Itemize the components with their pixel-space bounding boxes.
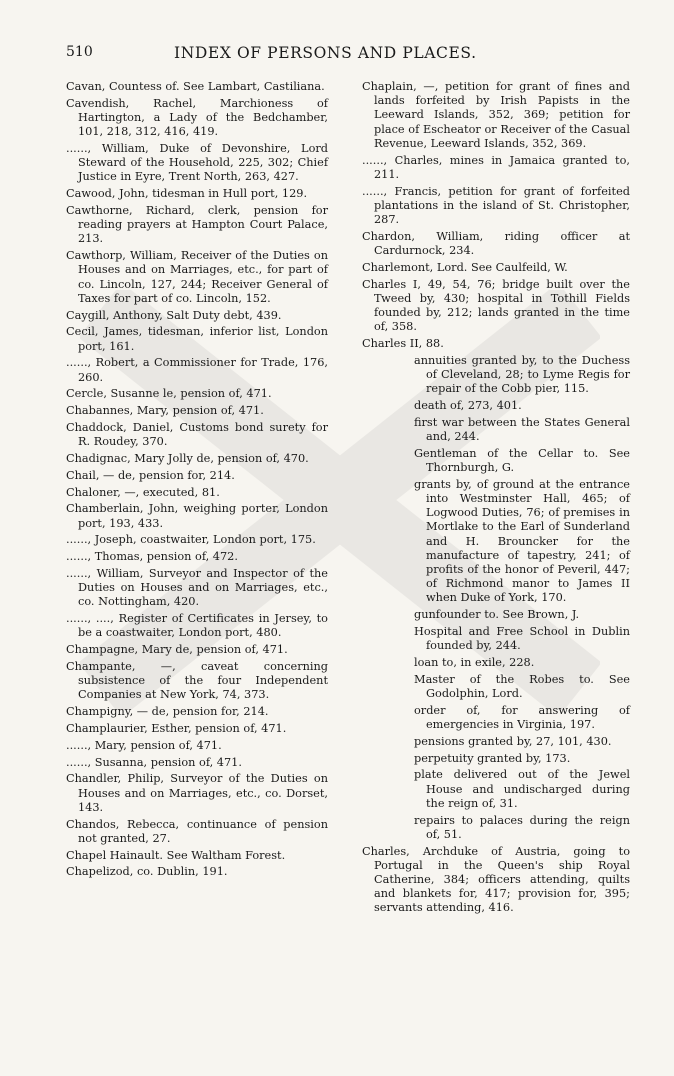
index-subentry: perpetuity granted by, 173. (414, 751, 571, 765)
index-entry: Cawood, John, tidesman in Hull port, 129. (66, 187, 308, 201)
index-entry: Chandos, Rebecca, continuance of pension not granted, 27. (66, 817, 328, 845)
index-entry: ......, Joseph, coastwaiter, London port, 175. (66, 533, 316, 547)
index-subentry: death of, 273, 401. (414, 399, 522, 413)
index-entry: Charles II, 88. (362, 337, 444, 351)
index-entry: Cawthorne, Richard, clerk, pension for reading prayers at Hampton Court Palace, 213. (66, 204, 328, 246)
right-index-column (362, 80, 630, 918)
index-entry: Chabannes, Mary, pension of, 471. (66, 404, 264, 418)
index-entry: Champigny, — de, pension for, 214. (66, 705, 269, 719)
index-subentry: loan to, in exile, 228. (414, 656, 535, 670)
index-entry: Cavendish, Rachel, Marchioness of Hartington, a Lady of the Bedchamber, 101, 218, 312, 416, 419. (66, 96, 328, 139)
index-entry: Chaplain, —, petition for grant of fines and lands forfeited by Irish Papists in the Leeward Islands, 352, 369; petition for place of Escheator or Receiver of the Casual Revenue, Leeward Islands, 352, 369. (362, 80, 630, 150)
page-title: INDEX OF PERSONS AND PLACES. (174, 44, 477, 62)
index-entry: Chapel Hainault. See Waltham Forest. (66, 848, 286, 862)
index-entry: ......, Charles, mines in Jamaica granted to, 211. (362, 153, 630, 181)
index-entry: Champagne, Mary de, pension of, 471. (66, 643, 288, 657)
index-entry: ......, ...., Register of Certificates in Jersey, to be a coastwaiter, London port, 480. (66, 612, 328, 640)
running-header (66, 44, 626, 66)
index-entry: Cercle, Susanne le, pension of, 471. (66, 387, 272, 401)
index-entry: ......, Thomas, pension of, 472. (66, 550, 238, 564)
index-entry: Caygill, Anthony, Salt Duty debt, 439. (66, 308, 282, 322)
index-entry: Cavan, Countess of. See Lambart, Castiliana. (66, 80, 325, 93)
index-entry: Champlaurier, Esther, pension of, 471. (66, 721, 287, 735)
index-subentry: first war between the States General and, 244. (414, 415, 630, 444)
index-subentry: Master of the Robes to. See Godolphin, Lord. (414, 672, 630, 701)
index-entry: Chadignac, Mary Jolly de, pension of, 470. (66, 452, 309, 465)
index-subentry: pensions granted by, 27, 101, 430. (414, 734, 612, 748)
index-subentry: annuities granted by, to the Duchess of Cleveland, 28; to Lyme Regis for repair of the Cobb pier, 115. (414, 353, 630, 396)
index-entry: Charles I, 49, 54, 76; bridge built over the Tweed by, 430; hospital in Tothill Fields founded by, 212; lands granted in the time of, 358. (362, 277, 630, 334)
index-entry: Charles, Archduke of Austria, going to Portugal in the Queen's ship Royal Catherine, 384; officers attending, quilts and blankets for, 417; provision for, 395; servants attending, 416. (362, 844, 630, 915)
index-entry: Charlemont, Lord. See Caulfeild, W. (362, 260, 568, 274)
index-entry: Chaddock, Daniel, Customs bond surety for R. Roudey, 370. (66, 421, 328, 449)
index-entry: Chardon, William, riding officer at Cardurnock, 234. (362, 229, 630, 258)
index-entry: ......, Mary, pension of, 471. (66, 738, 222, 752)
page-number: 510 (66, 44, 93, 60)
index-entry: ......, William, Duke of Devonshire, Lord Steward of the Household, 225, 302; Chief Justice in Eyre, Trent North, 263, 427. (66, 142, 328, 184)
index-entry: Chaloner, —, executed, 81. (66, 485, 220, 499)
index-entry: ......, William, Surveyor and Inspector of the Duties on Houses and on Marriages, etc., co. Nottingham, 420. (66, 566, 328, 609)
index-subentry: grants by, of ground at the entrance into Westminster Hall, 465; of Logwood Duties, 76; of premises in Mortlake to the Earl of Sunderland and H. Brouncker for the manufacture of tapestry, 241; of profits of the honor of Peveril, 447; of Richmond manor to James II when Duke of York, 170. (414, 477, 630, 605)
index-entry: Champante, —, caveat concerning subsistence of the four Independent Companies at New York, 74, 373. (66, 659, 328, 702)
index-subentry: Gentleman of the Cellar to. See Thornburgh, G. (414, 446, 630, 475)
index-entry: Chandler, Philip, Surveyor of the Duties on Houses and on Marriages, etc., co. Dorset, 143. (66, 772, 328, 814)
index-entry: Chail, — de, pension for, 214. (66, 468, 235, 482)
index-entry: ......, Francis, petition for grant of forfeited plantations in the island of St. Christopher, 287. (362, 184, 630, 227)
index-subentry: gunfounder to. See Brown, J. (414, 608, 580, 622)
index-subentry: order of, for answering of emergencies in Virginia, 197. (414, 703, 630, 732)
index-entry: ......, Robert, a Commissioner for Trade, 176, 260. (66, 356, 328, 384)
index-entry: Cecil, James, tidesman, inferior list, London port, 161. (66, 325, 328, 353)
index-subentry: Hospital and Free School in Dublin founded by, 244. (414, 625, 630, 653)
index-subentry: plate delivered out of the Jewel House and undischarged during the reign of, 31. (414, 768, 630, 810)
index-entry: Cawthorp, William, Receiver of the Duties on Houses and on Marriages, etc., for part of co. Lincoln, 127, 244; Receiver General of Taxes for part of co. Lincoln, 152. (66, 249, 328, 305)
index-entry: Chamberlain, John, weighing porter, London port, 193, 433. (66, 502, 328, 530)
index-entry: ......, Susanna, pension of, 471. (66, 755, 242, 769)
index-subentry: repairs to palaces during the reign of, 51. (414, 813, 630, 841)
left-index-column (66, 80, 328, 882)
index-entry: Chapelizod, co. Dublin, 191. (66, 865, 228, 879)
